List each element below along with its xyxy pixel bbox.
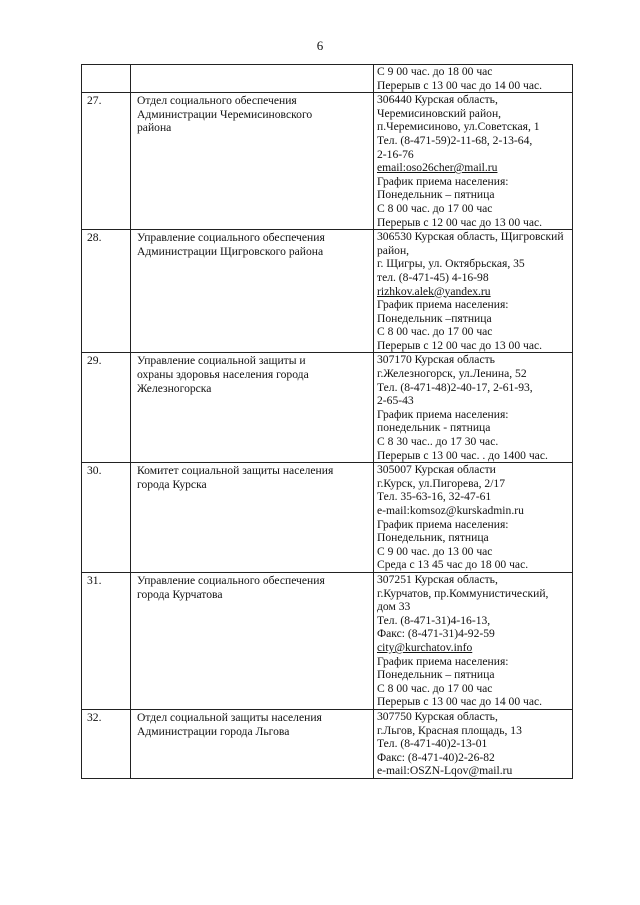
contact-line: График приема населения: [377,654,509,668]
contact-line: понедельник - пятница [377,421,491,435]
table-row [82,572,573,709]
organization-cell [131,65,374,93]
contact-line: Тел. (8-471-31)4-16-13, [377,613,491,627]
contact-line: Тел. (8-471-59)2-11-68, 2-13-64, [377,133,533,147]
contact-line: г.Льгов, Красная площадь, 13 [377,723,522,737]
contact-line: 307170 Курская область [377,353,495,367]
row-number: 28. [82,230,131,353]
contact-line: 306440 Курская область, [377,93,498,107]
organization-name-line: Управление социального обеспечения [137,573,325,587]
contact-line: Понедельник, пятница [377,531,489,545]
row-number-cell [82,65,131,93]
contact-line: Понедельник –пятница [377,311,492,325]
table-row [82,93,573,230]
organization-name-line: города Курчатова [137,587,223,601]
row-number: 30. [82,463,131,573]
contact-line: 2-65-43 [377,394,414,408]
row-number: 32. [82,709,131,778]
organization-name [131,463,374,573]
contact-line: п.Черемисиново, ул.Советская, 1 [377,120,540,134]
contact-line: Перерыв с 12 00 час до 13 00 час. [377,215,543,229]
contact-line: г.Железногорск, ул.Ленина, 52 [377,367,527,381]
organization-name [131,572,374,709]
contact-line: 307750 Курская область, [377,709,498,723]
contact-line: Черемисиновский район, [377,106,502,120]
contact-line: С 8 00 час. до 17 00 час [377,681,493,695]
organization-name [131,353,374,463]
contact-line: 306530 Курская область, Щигровский [377,230,564,244]
contact-info [374,709,573,778]
organization-name [131,93,374,230]
contact-cell [374,65,573,93]
contact-line: С 9 00 час. до 13 00 час [377,544,493,558]
table-row [82,709,573,778]
contact-line: Тел. (8-471-48)2-40-17, 2-61-93, [377,380,533,394]
contact-line: С 8 00 час. до 17 00 час [377,201,493,215]
organization-name-line: охраны здоровья населения города [137,368,309,382]
organization-name-line: Управление социального обеспечения [137,231,325,245]
contact-line: Факс: (8-471-31)4-92-59 [377,627,495,641]
email-link[interactable]: rizhkov.alek@yandex.ru [377,284,491,298]
contact-line: График приема населения: [377,298,509,312]
contact-line: г.Курск, ул.Пигорева, 2/17 [377,476,506,490]
organization-name [131,230,374,353]
organization-name-line: Администрации города Льгова [137,724,290,738]
contact-line: Перерыв с 13 00 час. . до 1400 час. [377,448,548,462]
contacts-table [81,64,573,779]
contact-line: Понедельник – пятница [377,668,495,682]
contact-line: График приема населения: [377,517,509,531]
organization-name-line: Управление социальной защиты и [137,354,306,368]
page-number: 6 [316,38,324,53]
contacts-table-body [82,65,573,779]
contact-line: Тел. (8-471-40)2-13-01 [377,737,488,751]
contact-line: дом 33 [377,600,411,614]
contact-info [374,93,573,230]
contact-line: район, [377,243,410,257]
contact-line: Тел. 35-63-16, 32-47-61 [377,490,492,504]
organization-name-line: Железногорска [137,381,212,395]
contact-line: 305007 Курская области [377,463,496,477]
table-row [82,353,573,463]
contact-line: г. Щигры, ул. Октябрьская, 35 [377,257,525,271]
email-link[interactable]: city@kurchatov.info [377,640,473,654]
contact-info [374,463,573,573]
organization-name-line: Отдел социальной защиты населения [137,710,322,724]
contact-line: Перерыв с 13 00 час до 14 00 час. [377,695,543,709]
table-row [82,463,573,573]
contact-line: Факс: (8-471-40)2-26-82 [377,750,495,764]
contact-line: e-mail:komsoz@kurskadmin.ru [377,504,524,517]
contact-line: 2-16-76 [377,147,414,161]
row-number: 29. [82,353,131,463]
contact-line: Перерыв с 12 00 час до 13 00 час. [377,338,543,352]
contact-line: 307251 Курская область, [377,572,498,586]
row-number: 27. [82,93,131,230]
organization-name-line: Администрации Черемисиновского [137,107,313,121]
contact-line: С 8 00 час. до 17 00 час [377,325,493,339]
contact-line: г.Курчатов, пр.Коммунистический, [377,586,549,600]
contact-line: Среда с 13 45 час до 18 00 час. [377,558,529,572]
contact-info [374,230,573,353]
contact-line: e-mail:OSZN-Lqov@mail.ru [377,764,513,778]
table-row-continuation [82,65,573,93]
contact-line: График приема населения: [377,407,509,421]
contact-line: График приема населения: [377,174,509,188]
organization-name-line: Отдел социального обеспечения [137,94,297,108]
organization-name-line: района [137,121,172,135]
organization-name [131,709,374,778]
table-row [82,230,573,353]
organization-name-line: Администрации Щигровского района [137,244,324,258]
contact-line: Перерыв с 13 00 час до 14 00 час. [377,78,543,92]
row-number: 31. [82,572,131,709]
organization-name-line: Комитет социальной защиты населения [137,464,334,478]
contact-line: С 8 30 час.. до 17 30 час. [377,435,499,449]
organization-name-line: города Курска [137,477,207,491]
contact-line: тел. (8-471-45) 4-16-98 [377,270,489,284]
contact-line: Понедельник – пятница [377,188,495,202]
contact-line: С 9 00 час. до 18 00 час [377,65,493,78]
contact-info [374,353,573,463]
email-link[interactable]: email:oso26cher@mail.ru [377,161,498,175]
contact-info [374,572,573,709]
